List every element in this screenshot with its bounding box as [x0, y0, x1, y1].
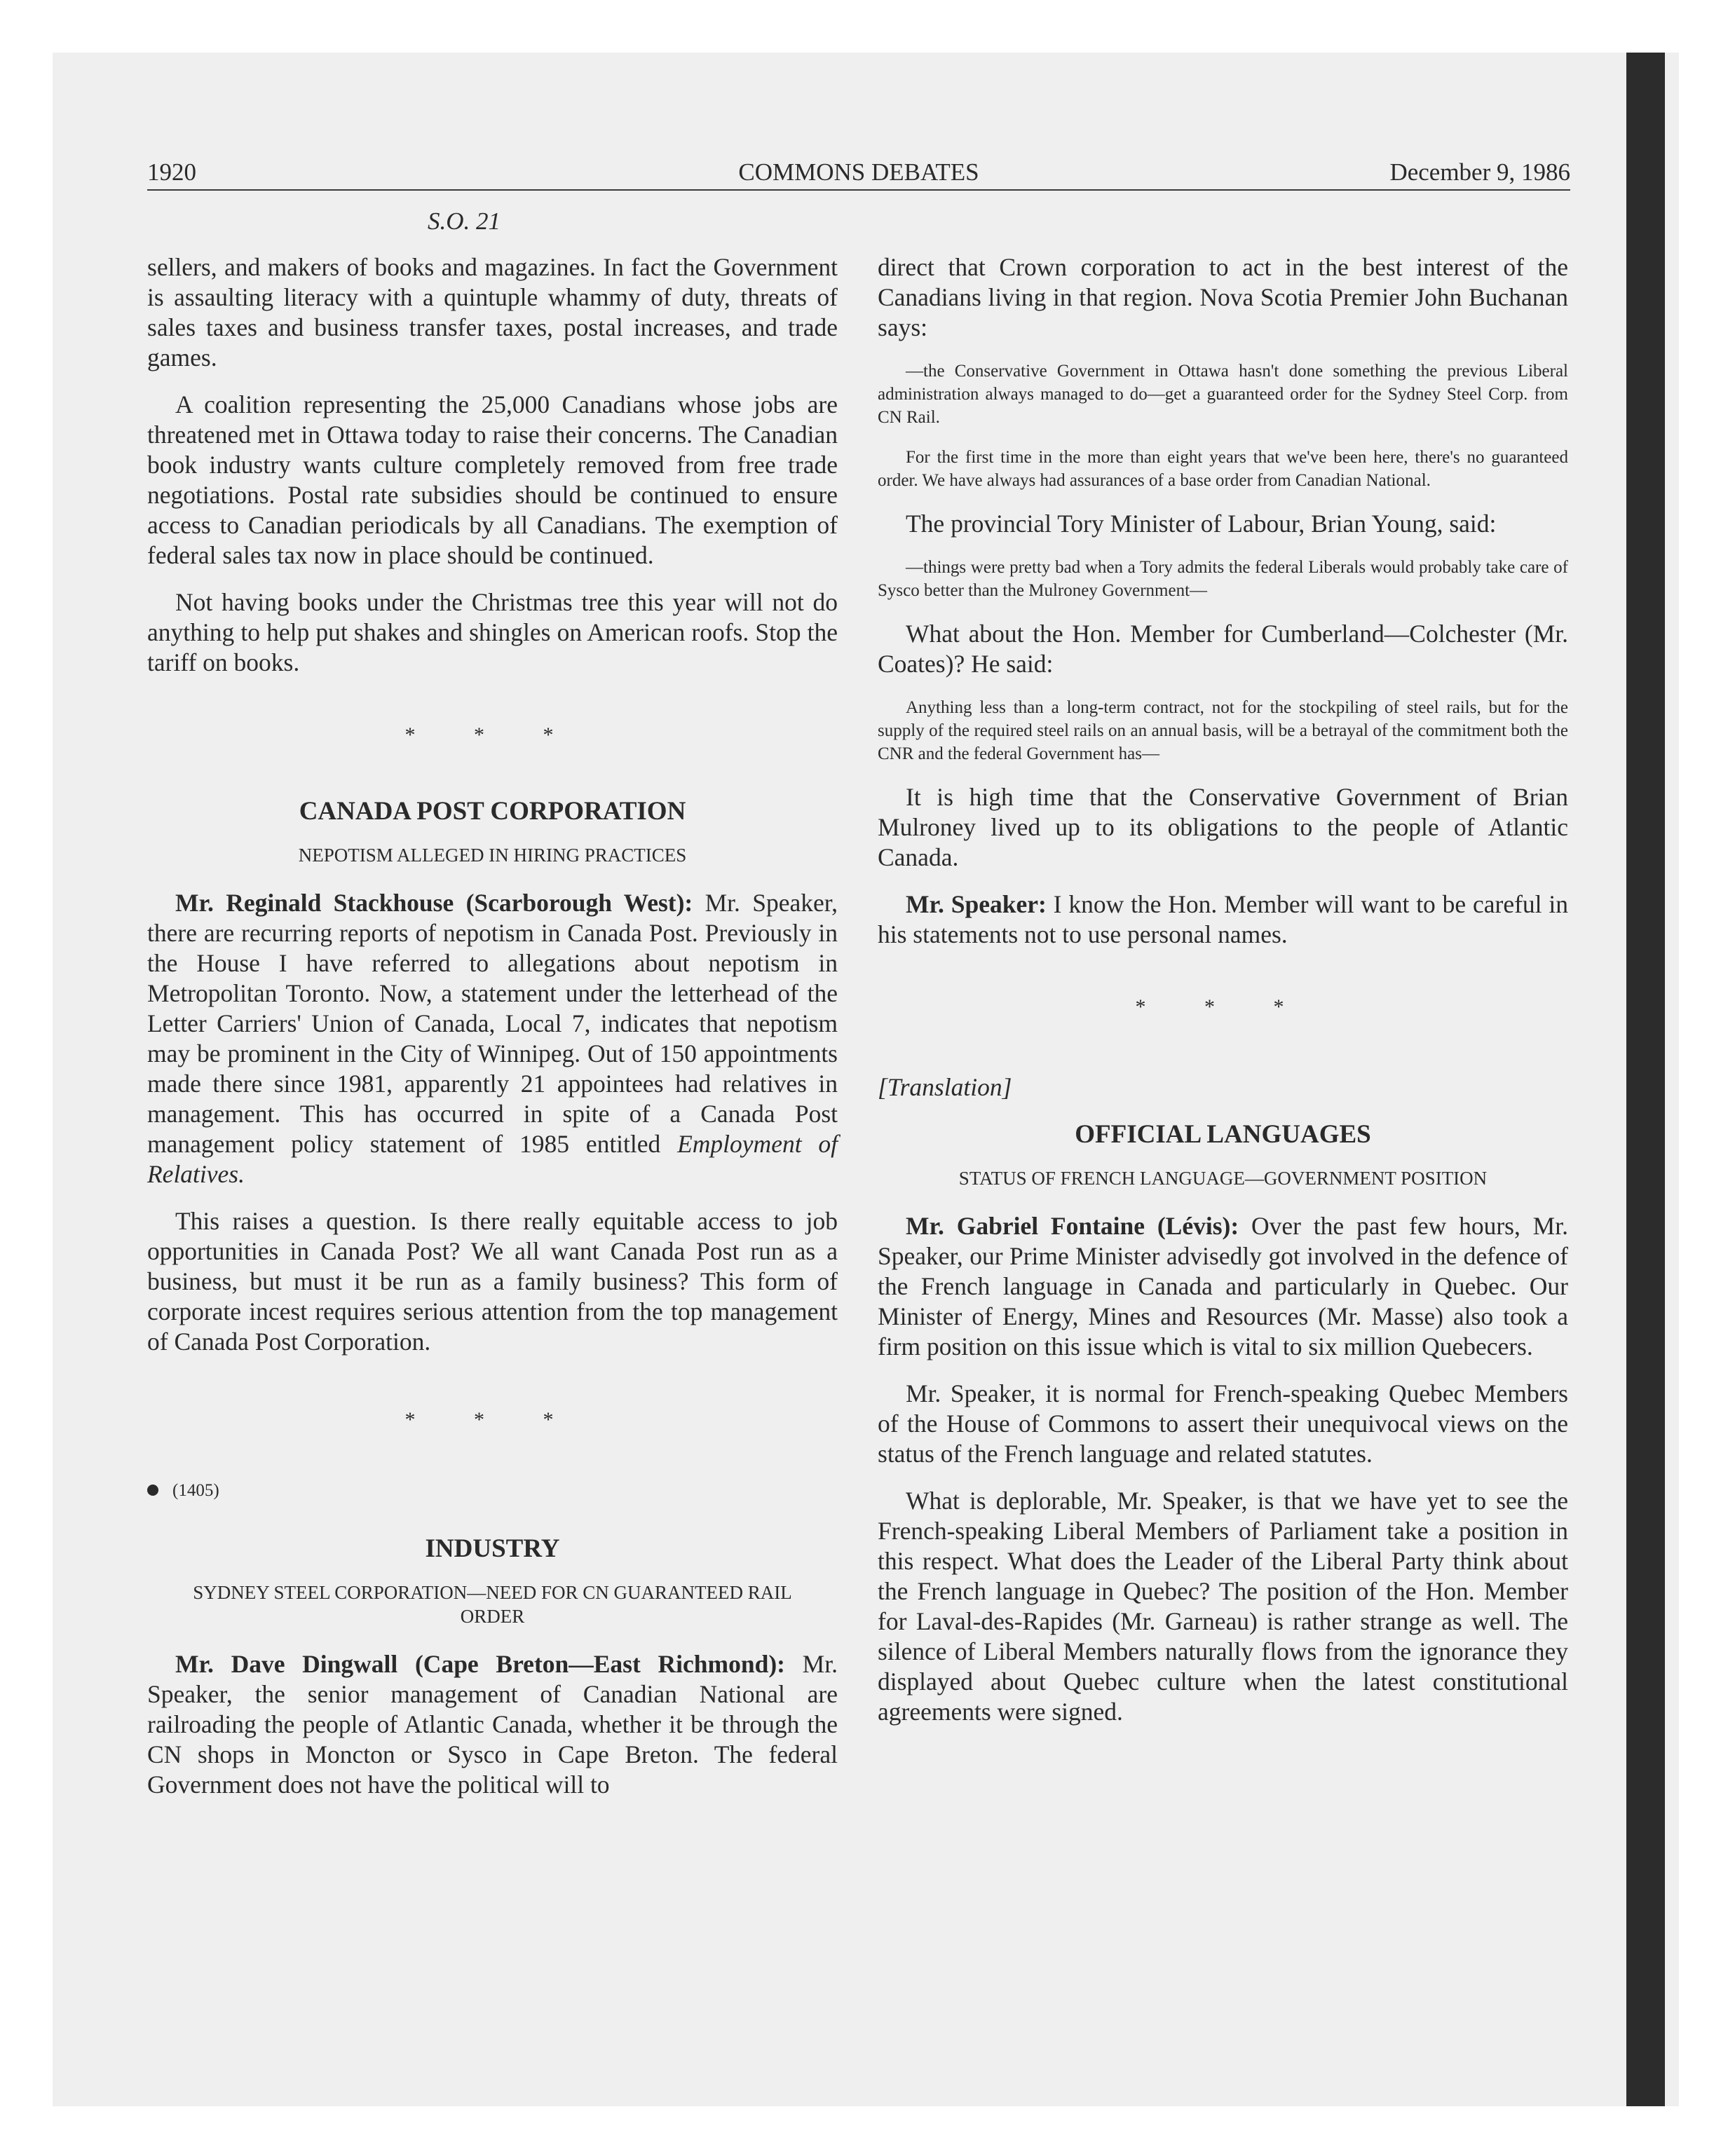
paragraph: Mr. Speaker, it is normal for French-speaking Quebec Members of the House of Commons to assert their unequivocal views on the status of the French language and related statutes. — [878, 1379, 1568, 1468]
speaker-name: Mr. Speaker: — [906, 890, 1047, 918]
paragraph: What about the Hon. Member for Cumberland—Colchester (Mr. Coates)? He said: — [878, 620, 1568, 678]
paragraph: sellers, and makers of books and magazines. In fact the Government is assaulting literacy with a quintuple whammy of duty, threats of sales taxes and business transfer taxes, postal increases, and trade games. — [147, 253, 838, 371]
left-column — [147, 252, 838, 1817]
time-marker — [147, 1473, 838, 1506]
paragraph: What is deplorable, Mr. Speaker, is that we have yet to see the French-speaking Liberal Members of Parliament take a position in this respect. What does the Leader of the Liberal Party think about the French language in Quebec? The position of the Hon. Member for Laval-des-Rapides (Mr. Garneau) is rather strange as well. The silence of Liberal Members naturally flows from the ignorance they displayed about Quebec culture when the latest constitutional agreements were signed. — [878, 1487, 1568, 1726]
right-column — [878, 252, 1568, 1744]
speech-text: I know the Hon. Member will want to be careful in his statements not to use personal names. — [878, 890, 1568, 948]
speaker-name: Mr. Gabriel Fontaine (Lévis): — [906, 1212, 1239, 1240]
bullet-icon — [147, 1485, 158, 1496]
section-subtitle: STATUS OF FRENCH LANGUAGE—GOVERNMENT POSITION — [958, 1168, 1488, 1189]
block-quote: —the Conservative Government in Ottawa hasn't done something the previous Liberal administration always managed to do—get a guaranteed order for the Sydney Steel Corp. from CN Rail. — [878, 362, 1568, 427]
paragraph: direct that Crown corporation to act in the best interest of the Canadians living in that region. Nova Scotia Premier John Buchanan says: — [878, 253, 1568, 341]
speech-text: Over the past few hours, Mr. Speaker, our Prime Minister advisedly got involved in the defence of the French language in Canada and particularly in Quebec. Our Minister of Energy, Mines and Resources (Mr. Masse) also took a firm position on this issue which is vital to six million Quebecers. — [878, 1212, 1568, 1360]
section-subtitle: SYDNEY STEEL CORPORATION—NEED FOR CN GUARANTEED RAIL ORDER — [193, 1582, 792, 1627]
speaker-name: Mr. Reginald Stackhouse (Scarborough West): — [175, 889, 693, 917]
standing-order-label: S.O. 21 — [428, 207, 501, 235]
document-title-italic: Employment of Relatives. — [147, 1130, 838, 1188]
speech-paragraph — [878, 1211, 1568, 1362]
publication-title: COMMONS DEBATES — [738, 158, 979, 186]
speech-text: Mr. Speaker, there are recurring reports of nepotism in Canada Post. Previously in the House I have referred to allegations about nepotism in Metropolitan Toronto. Now, a statement under the letterhead of the Letter Carriers' Union of Canada, Local 7, indicates that nepotism may be prominent in the City of Winnipeg. Out of 150 appointments made there since 1981, apparently 21 appointees had relatives in management. This has occurred in spite of a Canada Post management policy statement of 1985 entitled — [147, 889, 838, 1158]
speech-paragraph — [878, 889, 1568, 950]
block-quote: —things were pretty bad when a Tory admits the federal Liberals would probably take care of Sysco better than the Mulroney Government— — [878, 558, 1568, 600]
paragraph: The provincial Tory Minister of Labour, Brian Young, said: — [906, 510, 1497, 538]
speech-text: Mr. Speaker, the senior management of Canadian National are railroading the people of Atlantic Canada, whether it be through the CN shops in Moncton or Sysco in Cape Breton. The federal Government does not have the political will to — [147, 1650, 838, 1799]
speaker-name: Mr. Dave Dingwall (Cape Breton—East Richmond): — [175, 1650, 785, 1678]
speech-paragraph — [147, 888, 838, 1189]
section-title: INDUSTRY — [425, 1534, 560, 1563]
paragraph: Not having books under the Christmas tree this year will not do anything to help put shakes and shingles on American roofs. Stop the tariff on books. — [147, 588, 838, 676]
publication-date: December 9, 1986 — [1389, 158, 1570, 186]
paragraph: It is high time that the Conservative Government of Brian Mulroney lived up to its obligations to the people of Atlantic Canada. — [878, 783, 1568, 871]
section-separator: * * * — [404, 723, 580, 746]
translation-label: [Translation] — [878, 1073, 1012, 1101]
translation-marker — [878, 1072, 1568, 1103]
section-title: OFFICIAL LANGUAGES — [1075, 1120, 1371, 1149]
block-quote: For the first time in the more than eight years that we've been here, there's no guaranteed order. We have always had assurances of a base order from Canadian National. — [878, 448, 1568, 490]
section-title: CANADA POST CORPORATION — [299, 797, 686, 826]
section-separator: * * * — [404, 1408, 580, 1431]
paragraph: This raises a question. Is there really equitable access to job opportunities in Canada Post? We all want Canada Post run as a business, but must it be run as a family business? This form of corporate incest requires serious attention from the top management of Canada Post Corporation. — [147, 1207, 838, 1356]
speech-paragraph — [147, 1649, 838, 1800]
section-subtitle: NEPOTISM ALLEGED IN HIRING PRACTICES — [298, 845, 687, 866]
paragraph: A coalition representing the 25,000 Canadians whose jobs are threatened met in Ottawa today to raise their concerns. The Canadian book industry wants culture completely removed from free trade negotiations. Postal rate subsidies should be continued to ensure access to Canadian periodicals by all Canadians. The exemption of federal sales tax now in place should be continued. — [147, 390, 838, 569]
scan-edge-bar — [1626, 53, 1665, 2106]
section-separator: * * * — [1135, 995, 1311, 1018]
timestamp: (1405) — [172, 1481, 219, 1500]
page-header — [147, 160, 1570, 191]
page-number: 1920 — [147, 158, 196, 186]
block-quote: Anything less than a long-term contract, not for the stockpiling of steel rails, but for the supply of the required steel rails on an annual basis, will be a betrayal of the commitment both the CNR and the federal Government has— — [878, 698, 1568, 763]
